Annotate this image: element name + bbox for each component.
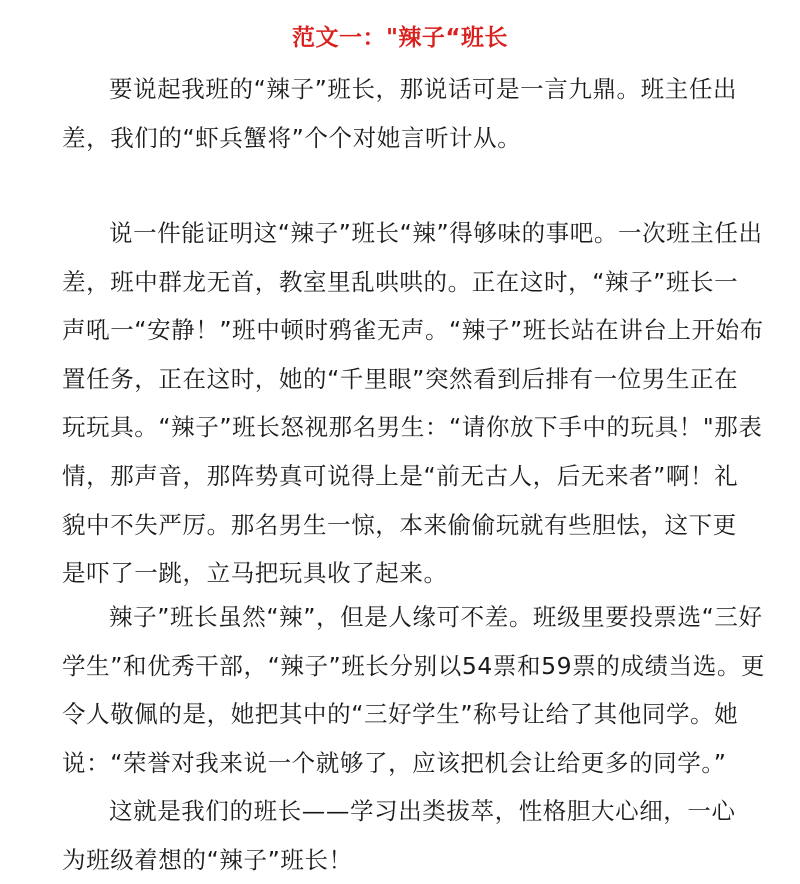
paragraph-line: 辣子”班长虽然“辣”，但是人缘可不差。班级里要投票选“三好: [109, 603, 763, 631]
paragraph-line: 学生”和优秀干部，“辣子”班长分别以54票和59票的成绩当选。更: [62, 651, 766, 680]
paragraph-2: [62, 209, 764, 598]
paragraph-line: 声吼一“安静！”班中顿时鸦雀无声。“辣子”班长站在讲台上开始布: [62, 316, 764, 345]
paragraph-line: 要说起我班的“辣子”班长，那说话可是一言九鼎。班主任出: [109, 75, 738, 103]
paragraph-1: [62, 65, 742, 162]
paragraph-line: 置任务，正在这时，她的“千里眼”突然看到后排有一位男生正在: [62, 364, 739, 393]
paragraph-line: 为班级着想的“辣子”班长！: [62, 845, 353, 874]
paragraph-line: 说一件能证明这“辣子”班长“辣”得够味的事吧。一次班主任出: [109, 219, 763, 247]
paragraph-line: 是吓了一跳，立马把玩具收了起来。: [62, 559, 448, 588]
paragraph-3: [62, 593, 766, 787]
paragraph-line: 差，班中群龙无首，教室里乱哄哄的。正在这时，“辣子”班长一: [62, 267, 739, 296]
paragraph-line: 这就是我们的班长——学习出类拔萃，性格胆大心细，一心: [109, 797, 736, 825]
paragraph-4: [62, 787, 742, 884]
paragraph-line: 貌中不失严厉。那名男生一惊，本来偷偷玩就有些胆怯，这下更: [62, 510, 737, 539]
paragraph-line: 差，我们的“虾兵蟹将”个个对她言听计从。: [62, 123, 522, 152]
paragraph-line: 玩玩具。“辣子”班长怒视那名男生：“请你放下手中的玩具！"那表: [62, 413, 763, 442]
essay-title: 范文一："辣子“班长: [291, 25, 509, 51]
paragraph-line: 情，那声音，那阵势真可说得上是“前无古人，后无来者”啊！礼: [62, 461, 739, 490]
paragraph-line: 令人敬佩的是，她把其中的“三好学生”称号让给了其他同学。她: [62, 700, 739, 729]
paragraph-line: 说：“荣誉对我来说一个就够了，应该把机会让给更多的同学。”: [62, 748, 727, 777]
